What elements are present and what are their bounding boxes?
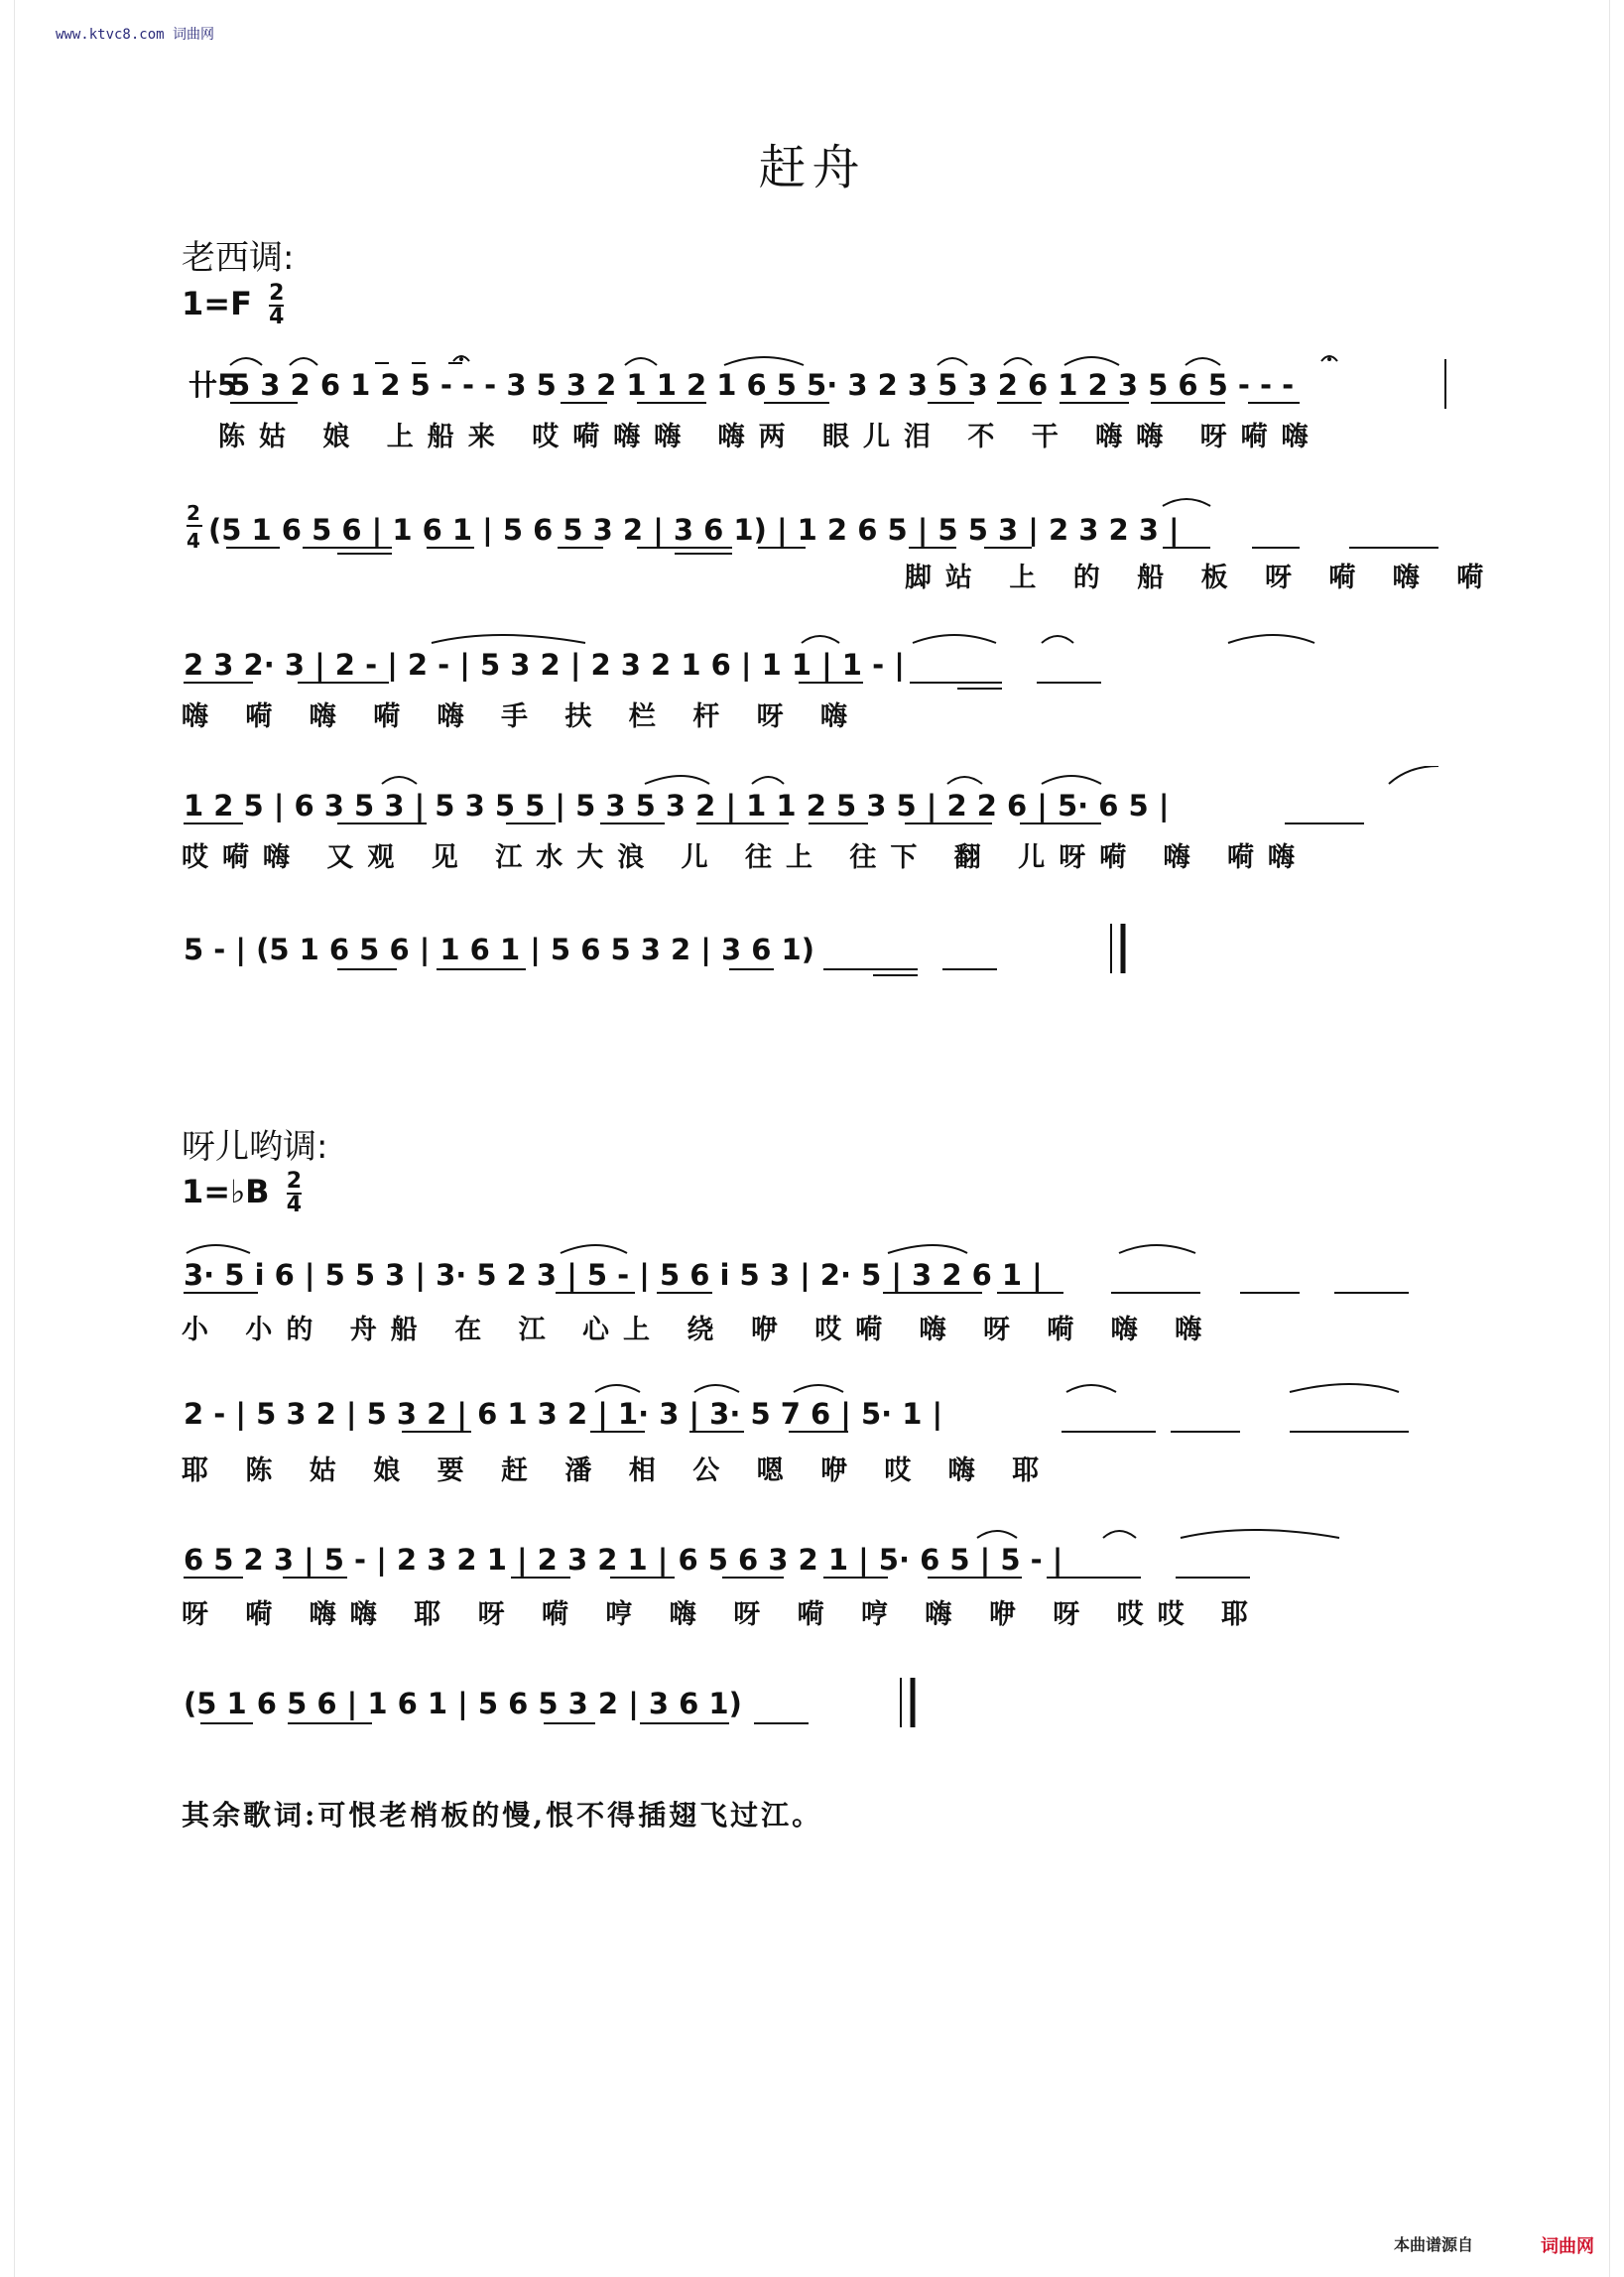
svg-text:4: 4 bbox=[187, 529, 200, 553]
time-signature-1 bbox=[269, 283, 284, 328]
section-name-2: 呀儿哟调: bbox=[182, 1127, 328, 1167]
svg-text:6 5 2 3 | 5 - | 2 3 2 1 |: 6 5 2 3 | 5 - | 2 3 2 1 | 2 3 2 1 | 6 5 6 3 2 1 | 5· 6 5 | 5 - | bbox=[184, 1543, 1063, 1577]
section-name-1: 老西调: bbox=[182, 238, 295, 278]
lyric-line-3: 嗨 嗬 嗨 嗬 嗨 手 扶 栏 杆 呀 嗨 bbox=[182, 701, 861, 732]
svg-text:1 2 5 | 6 3 5 3 | 5 3 5 5: 1 2 5 | 6 3 5 3 | 5 3 5 5 | 5 3 5 3 2 | 1 1 2 5 3 5 | 2 2 6 | 5· 6 5 | bbox=[184, 789, 1170, 822]
time-numerator-1: 2 bbox=[269, 281, 285, 306]
extra-lyrics: 其余歌词:可恨老梢板的慢,恨不得插翅飞过江。 bbox=[182, 1799, 823, 1832]
svg-text:(5 1 6 5 6 | 1 6 1 | 5 6 5: (5 1 6 5 6 | 1 6 1 | 5 6 5 3 2 | 3 6 1) | 1 2 6 5 | 5 5 3 | 2 3 2 3 | bbox=[208, 513, 1180, 547]
key-label-1: 1=F bbox=[182, 285, 252, 322]
lyric-line-7: 呀 嗬 嗨嗨 耶 呀 嗬 哼 嗨 呀 嗬 哼 嗨 咿 呀 哎哎 耶 bbox=[182, 1599, 1262, 1630]
svg-text:3· 5 i 6 | 5 5 3 | 3· 5 2: 3· 5 i 6 | 5 5 3 | 3· 5 2 3 | 5 - | 5 6 i 5 3 | 2· 5 | 3 2 6 1 | bbox=[184, 1258, 1043, 1292]
score-title: 赶舟 bbox=[758, 140, 866, 195]
key-signature-2 bbox=[182, 1171, 302, 1216]
lyric-line-1: 陈姑 娘 上船来 哎嗬嗨嗨 嗨两 眼儿泪 不 干 嗨嗨 呀嗬嗨 bbox=[218, 422, 1322, 452]
svg-text:5 3 2 6 1 2 5 - - - 3 5 3 2: 5 3 2 6 1 2 5 - - - 3 5 3 2 1 1 2 1 6 5 5· 3 2 3 5 3 2 6 1 2 3 5 6 5 - - - bbox=[230, 368, 1295, 402]
left-watermark-strip bbox=[0, 0, 15, 2277]
lyric-line-5: 小 小的 舟船 在 江 心上 绕 咿 哎嗬 嗨 呀 嗬 嗨 嗨 bbox=[182, 1315, 1216, 1345]
svg-text:卄5: 卄5 bbox=[188, 368, 238, 402]
key-label-2: 1=♭B bbox=[182, 1173, 270, 1210]
svg-text:(5 1 6 5 6 | 1 6 1 | 5 6 5: (5 1 6 5 6 | 1 6 1 | 5 6 5 3 2 | 3 6 1) bbox=[184, 1687, 742, 1720]
time-denominator-1: 4 bbox=[269, 305, 285, 329]
svg-text:2 - | 5 3 2 | 5 3 2 | 6: 2 - | 5 3 2 | 5 3 2 | 6 1 3 2 | 1· 3 | 3· 5 7 6 | 5· 1 | bbox=[184, 1397, 943, 1431]
staff-row-5 bbox=[0, 908, 1624, 997]
lyric-line-4: 哎嗬嗨 又观 见 江水大浪 儿 往上 往下 翻 儿呀嗬 嗨 嗬嗨 bbox=[182, 842, 1309, 873]
staff-row-9 bbox=[0, 1662, 1624, 1751]
site-url[interactable]: www.ktvc8.com 词曲网 bbox=[56, 27, 215, 43]
footer-source: 本曲谱源自 bbox=[1394, 2235, 1474, 2254]
footer-brand-link[interactable]: 词曲网 bbox=[1541, 2236, 1594, 2257]
svg-text:2: 2 bbox=[187, 501, 200, 525]
key-signature-1 bbox=[182, 283, 284, 328]
lyric-line-2: 脚站 上 的 船 板 呀 嗬 嗨 嗬 bbox=[905, 563, 1498, 593]
lyric-line-6: 耶 陈 姑 娘 要 赶 潘 相 公 嗯 咿 哎 嗨 耶 bbox=[182, 1455, 1054, 1486]
right-watermark-strip bbox=[1609, 0, 1624, 2277]
time-numerator-2: 2 bbox=[286, 1169, 303, 1194]
svg-text:5 - | (5 1 6 5 6 | 1 6 1: 5 - | (5 1 6 5 6 | 1 6 1 | 5 6 5 3 2 | 3 6 1) bbox=[184, 933, 814, 966]
time-signature-2 bbox=[287, 1171, 302, 1216]
time-denominator-2: 4 bbox=[286, 1193, 303, 1217]
svg-text:2 3 2· 3 | 2 - | 2 - |: 2 3 2· 3 | 2 - | 2 - | 5 3 2 | 2 3 2 1 6 | 1 1 | 1 - | bbox=[184, 648, 905, 682]
